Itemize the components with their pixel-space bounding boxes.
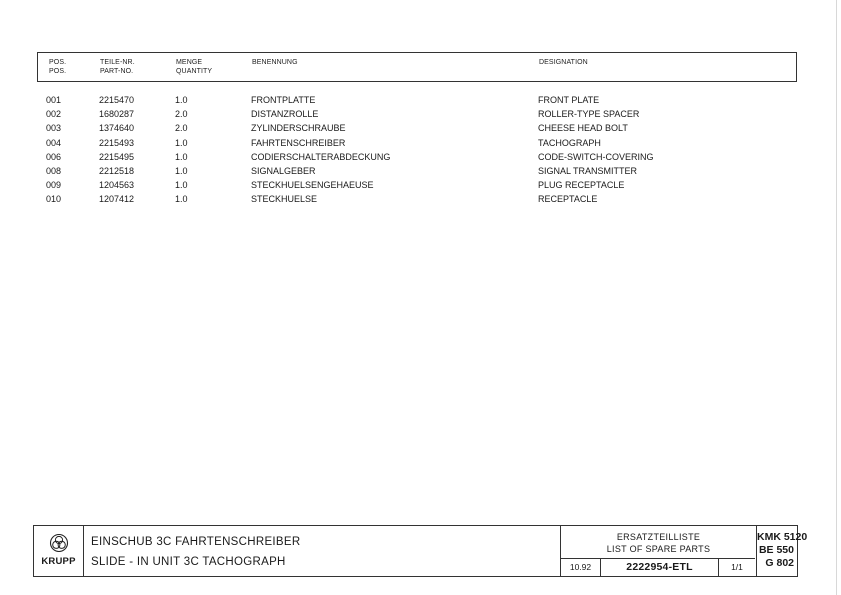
part-number: 2215493 <box>99 137 135 148</box>
header-qty-en: QUANTITY <box>176 68 213 75</box>
header-quantity <box>176 58 212 76</box>
part-name-english: ROLLER-TYPE SPACER <box>538 109 640 120</box>
parts-row <box>0 107 841 121</box>
header-pos-de: POS. <box>49 59 67 66</box>
part-position: 003 <box>46 123 62 134</box>
list-title-german: ERSATZTEILLISTE <box>616 532 701 542</box>
part-position: 006 <box>46 151 62 162</box>
part-quantity: 1.0 <box>175 137 188 148</box>
part-position: 008 <box>46 165 62 176</box>
part-name-english: TACHOGRAPH <box>538 137 601 148</box>
header-pos <box>49 58 66 76</box>
part-name-german: STECKHUELSENGEHAEUSE <box>251 180 374 191</box>
model-code-1: KMK 5120 <box>757 531 808 543</box>
header-qty-de: MENGE <box>176 59 203 66</box>
part-quantity: 1.0 <box>175 180 188 191</box>
assembly-title <box>84 526 561 576</box>
part-quantity: 1.0 <box>175 165 188 176</box>
part-position: 002 <box>46 109 62 120</box>
header-name-en: DESIGNATION <box>539 59 588 66</box>
part-number: 1680287 <box>99 109 135 120</box>
part-name-german: FAHRTENSCHREIBER <box>251 137 346 148</box>
part-position: 010 <box>46 194 62 205</box>
header-name-de: BENENNUNG <box>252 59 298 66</box>
list-info <box>561 526 757 576</box>
part-name-english: SIGNAL TRANSMITTER <box>538 165 638 176</box>
part-name-german: CODIERSCHALTERABDECKUNG <box>251 151 391 162</box>
part-name-english: CHEESE HEAD BOLT <box>538 123 628 134</box>
part-name-english: FRONT PLATE <box>538 95 600 105</box>
parts-row <box>0 136 841 150</box>
parts-row <box>0 121 841 135</box>
parts-row <box>0 150 841 164</box>
part-name-german: STECKHUELSE <box>251 194 318 205</box>
parts-list <box>0 93 841 207</box>
scan-edge-line <box>836 0 837 595</box>
part-number: 1204563 <box>99 180 135 191</box>
part-number: 2212518 <box>99 165 135 176</box>
part-position: 009 <box>46 180 62 191</box>
title-block <box>33 525 808 577</box>
header-designation <box>539 58 588 67</box>
part-name-german: DISTANZROLLE <box>251 109 319 120</box>
parts-row <box>0 178 841 192</box>
header-benennung <box>252 58 298 67</box>
part-name-english: PLUG RECEPTACLE <box>538 180 625 191</box>
krupp-logo <box>34 526 84 576</box>
column-header-box <box>37 52 797 82</box>
part-number: 2215470 <box>99 95 135 105</box>
sheet-number: 1/1 <box>731 562 743 572</box>
title-english: SLIDE - IN UNIT 3C TACHOGRAPH <box>91 556 286 568</box>
parts-row <box>0 192 841 206</box>
parts-row <box>0 93 841 107</box>
brand-name: KRUPP <box>41 556 76 567</box>
parts-row <box>0 164 841 178</box>
header-pos-en: POS. <box>49 68 67 75</box>
part-quantity: 1.0 <box>175 95 188 105</box>
document-number: 2222954-ETL <box>601 559 719 576</box>
krupp-rings-icon <box>49 533 69 553</box>
part-name-english: RECEPTACLE <box>538 194 598 205</box>
part-position: 001 <box>46 95 62 105</box>
model-code-3: G 802 <box>765 557 794 569</box>
header-part-de: TEILE-NR. <box>100 59 135 66</box>
part-number: 1207412 <box>99 194 135 205</box>
part-number: 2215495 <box>99 151 135 162</box>
model-codes <box>757 526 808 576</box>
part-name-german: FRONTPLATTE <box>251 95 316 105</box>
list-title-english: LIST OF SPARE PARTS <box>606 544 711 554</box>
part-position: 004 <box>46 137 62 148</box>
document-info-row <box>561 558 755 576</box>
model-code-2: BE 550 <box>758 544 794 556</box>
header-part-no <box>100 58 135 76</box>
part-quantity: 2.0 <box>175 109 188 120</box>
header-part-en: PART-NO. <box>100 68 134 75</box>
title-german: EINSCHUB 3C FAHRTENSCHREIBER <box>91 536 301 548</box>
part-quantity: 2.0 <box>175 123 188 134</box>
part-name-german: ZYLINDERSCHRAUBE <box>251 123 346 134</box>
part-name-german: SIGNALGEBER <box>251 165 316 176</box>
part-quantity: 1.0 <box>175 151 188 162</box>
document-date: 10.92 <box>561 559 601 576</box>
part-quantity: 1.0 <box>175 194 188 205</box>
part-name-english: CODE-SWITCH-COVERING <box>538 151 654 162</box>
part-number: 1374640 <box>99 123 135 134</box>
